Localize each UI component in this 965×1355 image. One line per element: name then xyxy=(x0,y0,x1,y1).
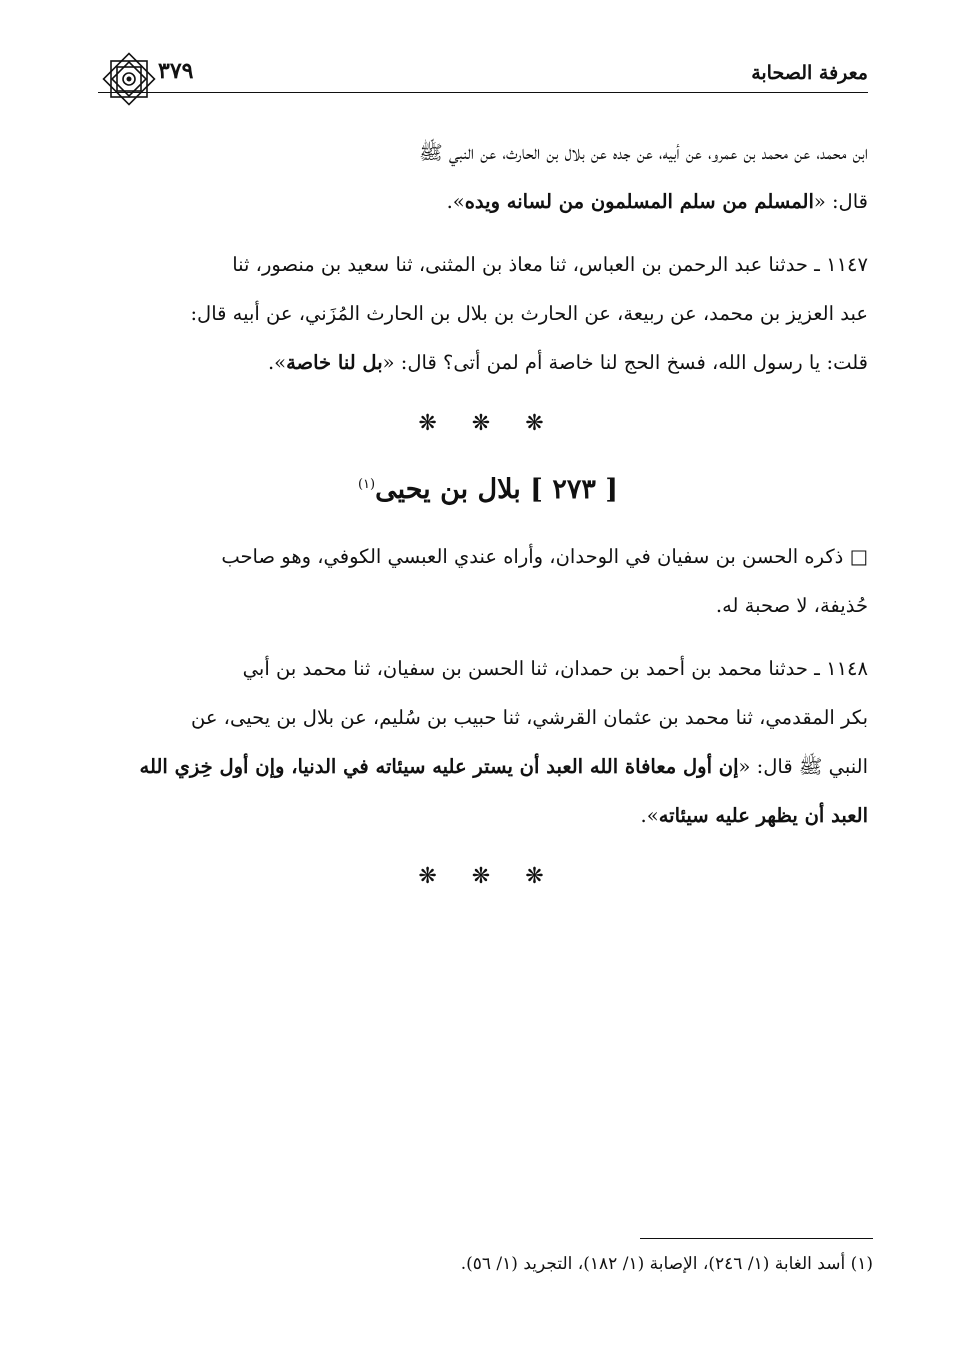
text-span: قال: « xyxy=(813,190,868,213)
footnote-divider xyxy=(640,1238,873,1239)
page-header xyxy=(100,44,868,90)
text-line xyxy=(108,742,868,791)
octagonal-star-ornament-icon xyxy=(100,50,158,108)
hadith-text: إن أول معافاة الله العبد أن يستر عليه سيئاته في الدنيا، وإن أول خِزي الله xyxy=(139,755,739,778)
paragraph-1 xyxy=(108,128,868,226)
text-line: عبد العزيز بن محمد، عن ربيعة، عن الحارث بن بلال بن الحارث المُزَني، عن أبيه قال: xyxy=(190,302,868,325)
text-span: قلت: يا رسول الله، فسخ الحج لنا خاصة أم لمن أتى؟ قال: « xyxy=(382,351,868,374)
section-title-text: [ ٢٧٣ ] بلال بن يحيى xyxy=(375,474,619,505)
text-line: حُذيفة، لا صحبة له. xyxy=(715,594,868,617)
paragraph-1147 xyxy=(108,240,868,387)
text-span: ». xyxy=(446,190,465,213)
section-separator: ❋ ❋ ❋ xyxy=(418,411,558,436)
header-divider xyxy=(98,92,868,93)
text-line xyxy=(108,791,868,840)
footnote-reference: (١) xyxy=(357,477,376,492)
text-span: النبي ﷺ قال: « xyxy=(738,755,868,778)
text-span: ». xyxy=(640,804,659,827)
text-line: ١١٤٨ ـ حدثنا محمد بن أحمد بن حمدان، ثنا الحسن بن سفيان، ثنا محمد بن أبي xyxy=(242,657,868,680)
running-header-title: معرفة الصحابة xyxy=(751,62,868,84)
text-line xyxy=(108,177,868,226)
paragraph-1148 xyxy=(108,644,868,840)
text-line xyxy=(108,338,868,387)
hadith-text: المسلم من سلم المسلمون من لسانه ويده xyxy=(464,190,814,213)
section-separator: ❋ ❋ ❋ xyxy=(418,864,558,889)
text-line: □ ذكره الحسن بن سفيان في الوحدان، وأراه عندي العبسي الكوفي، وهو صاحب xyxy=(221,545,868,568)
text-line: ١١٤٧ ـ حدثنا عبد الرحمن بن العباس، ثنا معاذ بن المثنى، ثنا سعيد بن منصور، ثنا xyxy=(232,253,868,276)
page-body xyxy=(108,128,868,902)
text-line: ابن محمد، عن محمد بن عمرو، عن أبيه، عن جده عن بلال بن الحارث، عن النبي ﷺ xyxy=(419,141,868,164)
paragraph-biography xyxy=(108,532,868,630)
hadith-text: بل لنا خاصة xyxy=(286,351,383,374)
section-heading xyxy=(108,455,868,520)
text-span: ». xyxy=(267,351,287,374)
footnote: (١) أسد الغابة (١/ ٢٤٦)، الإصابة (١/ ١٨٢)، التجريد (١/ ٥٦). xyxy=(460,1254,873,1274)
hadith-text: العبد أن يظهر عليه سيئاته xyxy=(658,804,868,827)
text-line: بكر المقدمي، ثنا محمد بن عثمان القرشي، ثنا حبيب بن سُليم، عن بلال بن يحيى، عن xyxy=(191,706,868,729)
page-number: ٣٧٩ xyxy=(158,58,194,84)
